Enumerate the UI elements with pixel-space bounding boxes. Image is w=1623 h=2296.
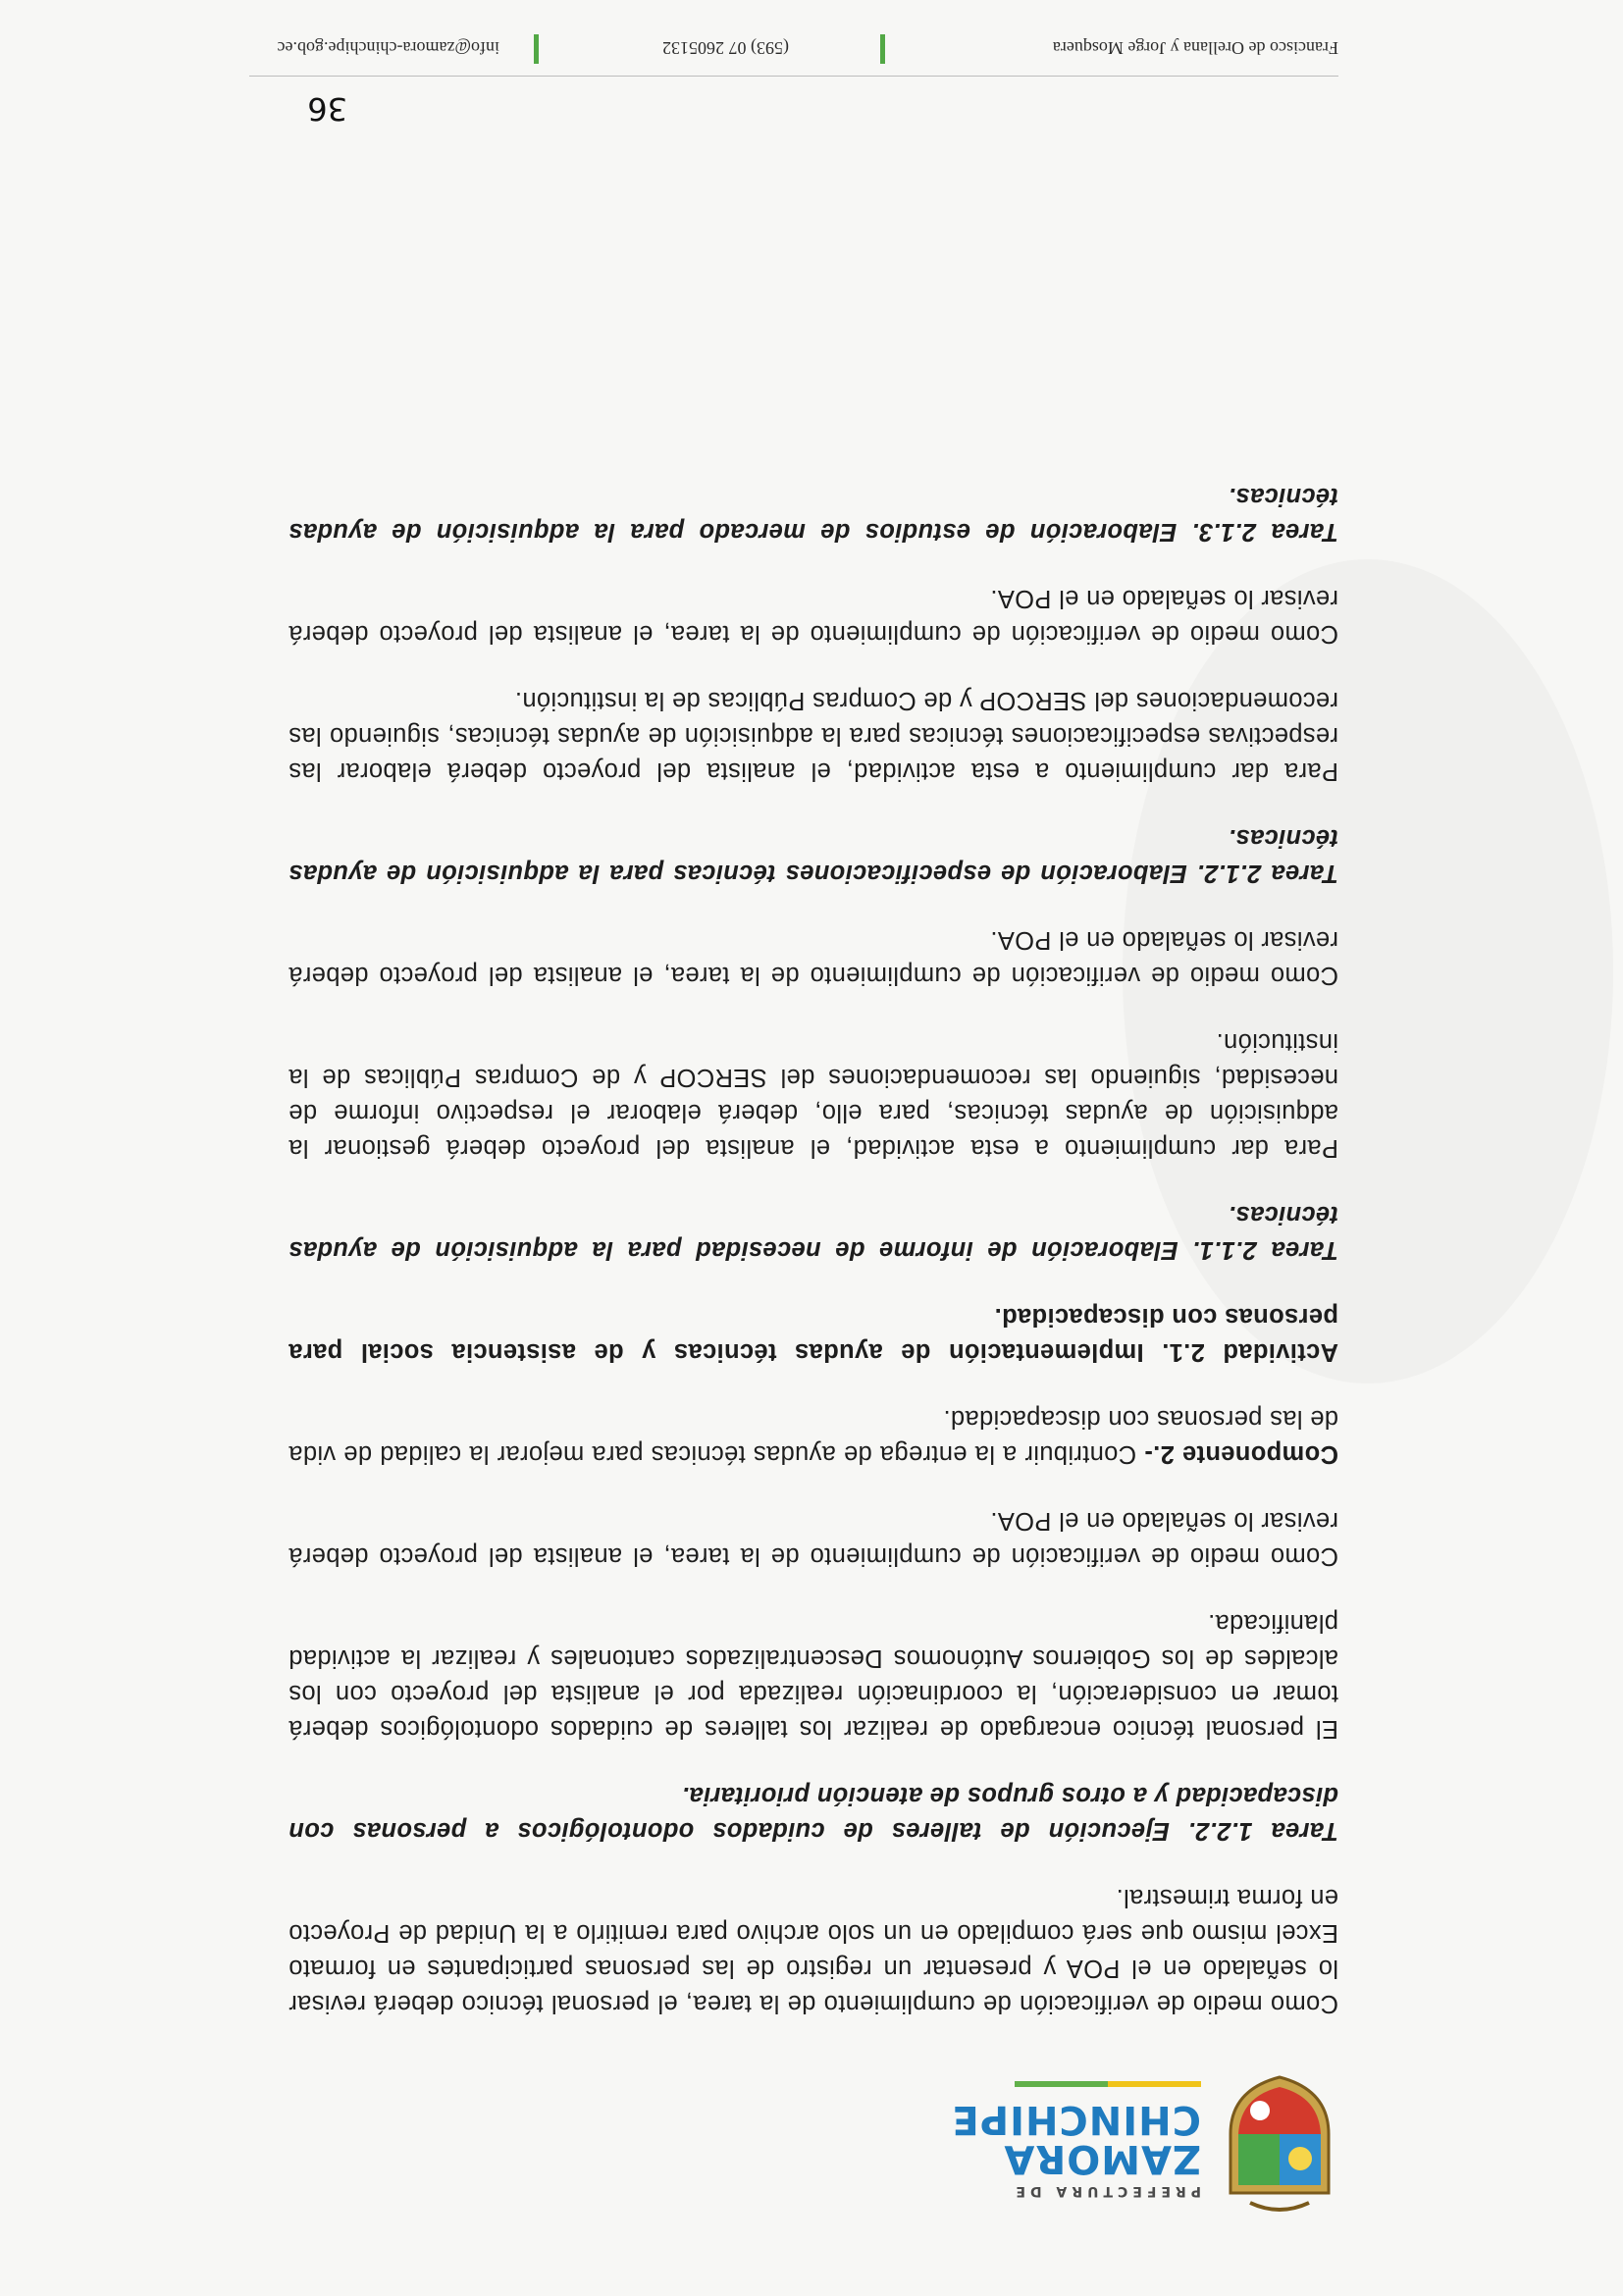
- paragraph: Para dar cumplimiento a esta actividad, el analista del proyecto deberá gestionar la adquisición de ayudas técnicas, para ello, deberá elaborar el respectivo informe de necesidad, siguiendo las recomendaciones del SERCOP y de Compras Públicas de la institución.: [288, 1028, 1338, 1162]
- task-heading-2-1-1: Tarea 2.1.1. Elaboración de informe de necesidad para la adquisición de ayudas técnicas.: [288, 1201, 1338, 1264]
- logo-underline: [1015, 2081, 1201, 2087]
- component-2-label: Componente 2.-: [1144, 1440, 1338, 1468]
- page-footer: [249, 25, 1338, 64]
- page-number: 36: [307, 90, 347, 128]
- footer-phone: (593) 07 2605132: [662, 38, 789, 58]
- footer-divider: [249, 76, 1338, 77]
- page-header: [259, 2065, 1338, 2213]
- component-2-paragraph: [288, 1401, 1338, 1472]
- paragraph: Para dar cumplimiento a esta actividad, el analista del proyecto deberá elaborar las respectivas especificaciones técnicas para la adquisición de ayudas técnicas, siguiendo las recomendaciones del SERCOP y de Compras Públicas de la institución.: [288, 687, 1338, 785]
- logo-line-chinchipe: CHINCHIPE: [951, 2097, 1201, 2142]
- task-heading-1-2-2: Tarea 1.2.2. Ejecución de talleres de cuidados odontológicos a personas con discapacidad y a otros grupos de atención prioritaria.: [288, 1782, 1338, 1845]
- logo-prefix: PREFECTURA DE: [1011, 2183, 1201, 2199]
- paragraph: Como medio de verificación de cumplimiento de la tarea, el analista del proyecto deberá revisar lo señalado en el POA.: [288, 585, 1338, 648]
- brand-logo-text: [951, 2097, 1201, 2199]
- activity-heading-2-1: Actividad 2.1. Implementación de ayudas técnicas y de asistencia social para personas con discapacidad.: [288, 1303, 1338, 1366]
- footer-address: Francisco de Orellana y Jorge Mosquera: [1052, 38, 1338, 58]
- footer-email: info@zamora-chinchipe.gob.ec: [277, 38, 499, 58]
- task-heading-2-1-3: Tarea 2.1.3. Elaboración de estudios de mercado para la adquisición de ayudas técnicas.: [288, 483, 1338, 546]
- paragraph: Como medio de verificación de cumplimiento de la tarea, el personal técnico deberá revisar lo señalado en el POA y presentar un registro de las personas participantes en formato Excel mismo que será compilado en un solo archivo para remitirlo a la Unidad de Proyecto en forma trimestral.: [288, 1884, 1338, 2017]
- task-heading-2-1-2: Tarea 2.1.2. Elaboración de especificaciones técnicas para la adquisición de ayudas técnicas.: [288, 824, 1338, 887]
- component-2-text: Contribuir a la entrega de ayudas técnicas para mejorar la calidad de vida de las personas con discapacidad.: [288, 1405, 1338, 1468]
- document-body: [288, 447, 1338, 2021]
- coat-of-arms-icon: [1221, 2075, 1338, 2213]
- logo-line-zamora: ZAMORA: [1003, 2136, 1201, 2181]
- paragraph: Como medio de verificación de cumplimiento de la tarea, el analista del proyecto deberá revisar lo señalado en el POA.: [288, 1507, 1338, 1570]
- paragraph: El personal técnico encargado de realizar los talleres de cuidados odontológicos deberá tomar en consideración, la coordinación realizada por el analista del proyecto con los alcaldes de los Gobiernos Autónomos Descentralizados cantonales y realizar la actividad planificada.: [288, 1609, 1338, 1743]
- paragraph: Como medio de verificación de cumplimiento de la tarea, el analista del proyecto deberá revisar lo señalado en el POA.: [288, 926, 1338, 989]
- footer-separator: [880, 34, 885, 64]
- footer-separator: [534, 34, 539, 64]
